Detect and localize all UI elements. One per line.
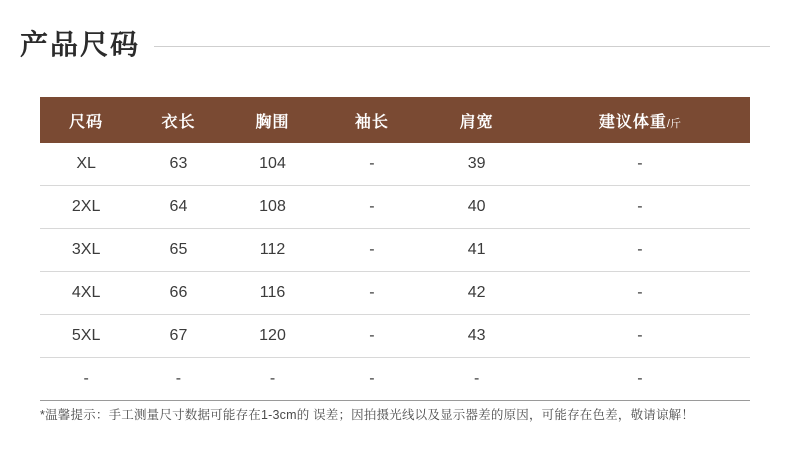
- cell-shoulder: 41: [423, 229, 530, 272]
- cell-length: 64: [132, 186, 224, 229]
- column-header-shoulder-label: 肩宽: [459, 113, 494, 131]
- cell-sleeve: -: [320, 358, 423, 401]
- column-header-length: [132, 97, 224, 143]
- cell-shoulder: 39: [423, 143, 530, 186]
- cell-shoulder: -: [423, 358, 530, 401]
- cell-size: 3XL: [40, 229, 132, 272]
- measurement-note: *温馨提示：手工测量尺寸数据可能存在1-3cm的 误差；因拍摄光线以及显示器差的原因，可能存在色差，敬请谅解！: [40, 408, 695, 422]
- cell-size: 4XL: [40, 272, 132, 315]
- cell-weight: -: [530, 143, 750, 186]
- cell-shoulder: 40: [423, 186, 530, 229]
- title-divider: [154, 46, 770, 47]
- cell-size: XL: [40, 143, 132, 186]
- column-header-sleeve: [320, 97, 423, 143]
- cell-bust: 104: [225, 143, 321, 186]
- table-header-row: [40, 97, 750, 143]
- cell-weight: -: [530, 229, 750, 272]
- cell-weight: -: [530, 272, 750, 315]
- page-title: 产品尺码: [20, 29, 141, 60]
- cell-sleeve: -: [320, 186, 423, 229]
- size-table-wrapper: [40, 97, 750, 401]
- cell-size: 2XL: [40, 186, 132, 229]
- cell-length: -: [132, 358, 224, 401]
- size-table-head: [40, 97, 750, 143]
- column-header-length-label: 衣长: [161, 113, 196, 131]
- column-header-weight: [530, 97, 750, 143]
- column-header-bust: [225, 97, 321, 143]
- table-row: [40, 229, 750, 272]
- column-header-bust-label: 胸围: [255, 113, 290, 131]
- cell-bust: 120: [225, 315, 321, 358]
- column-header-shoulder: [423, 97, 530, 143]
- cell-bust: 112: [225, 229, 321, 272]
- column-header-size-label: 尺码: [69, 113, 104, 131]
- table-row: [40, 143, 750, 186]
- cell-shoulder: 43: [423, 315, 530, 358]
- table-row: [40, 186, 750, 229]
- cell-length: 63: [132, 143, 224, 186]
- cell-length: 67: [132, 315, 224, 358]
- cell-length: 65: [132, 229, 224, 272]
- cell-weight: -: [530, 315, 750, 358]
- table-row: [40, 272, 750, 315]
- cell-sleeve: -: [320, 143, 423, 186]
- cell-size: -: [40, 358, 132, 401]
- cell-weight: -: [530, 186, 750, 229]
- size-table-body: [40, 143, 750, 401]
- cell-weight: -: [530, 358, 750, 401]
- cell-sleeve: -: [320, 315, 423, 358]
- cell-bust: 116: [225, 272, 321, 315]
- table-row: [40, 358, 750, 401]
- cell-length: 66: [132, 272, 224, 315]
- cell-size: 5XL: [40, 315, 132, 358]
- cell-bust: 108: [225, 186, 321, 229]
- column-header-weight-unit: /斤: [666, 117, 681, 130]
- cell-shoulder: 42: [423, 272, 530, 315]
- size-table: [40, 97, 750, 401]
- column-header-sleeve-label: 袖长: [354, 113, 389, 131]
- cell-sleeve: -: [320, 229, 423, 272]
- cell-sleeve: -: [320, 272, 423, 315]
- page-title-row: [20, 20, 770, 66]
- table-row: [40, 315, 750, 358]
- column-header-size: [40, 97, 132, 143]
- column-header-weight-label: 建议体重: [598, 113, 667, 131]
- cell-bust: -: [225, 358, 321, 401]
